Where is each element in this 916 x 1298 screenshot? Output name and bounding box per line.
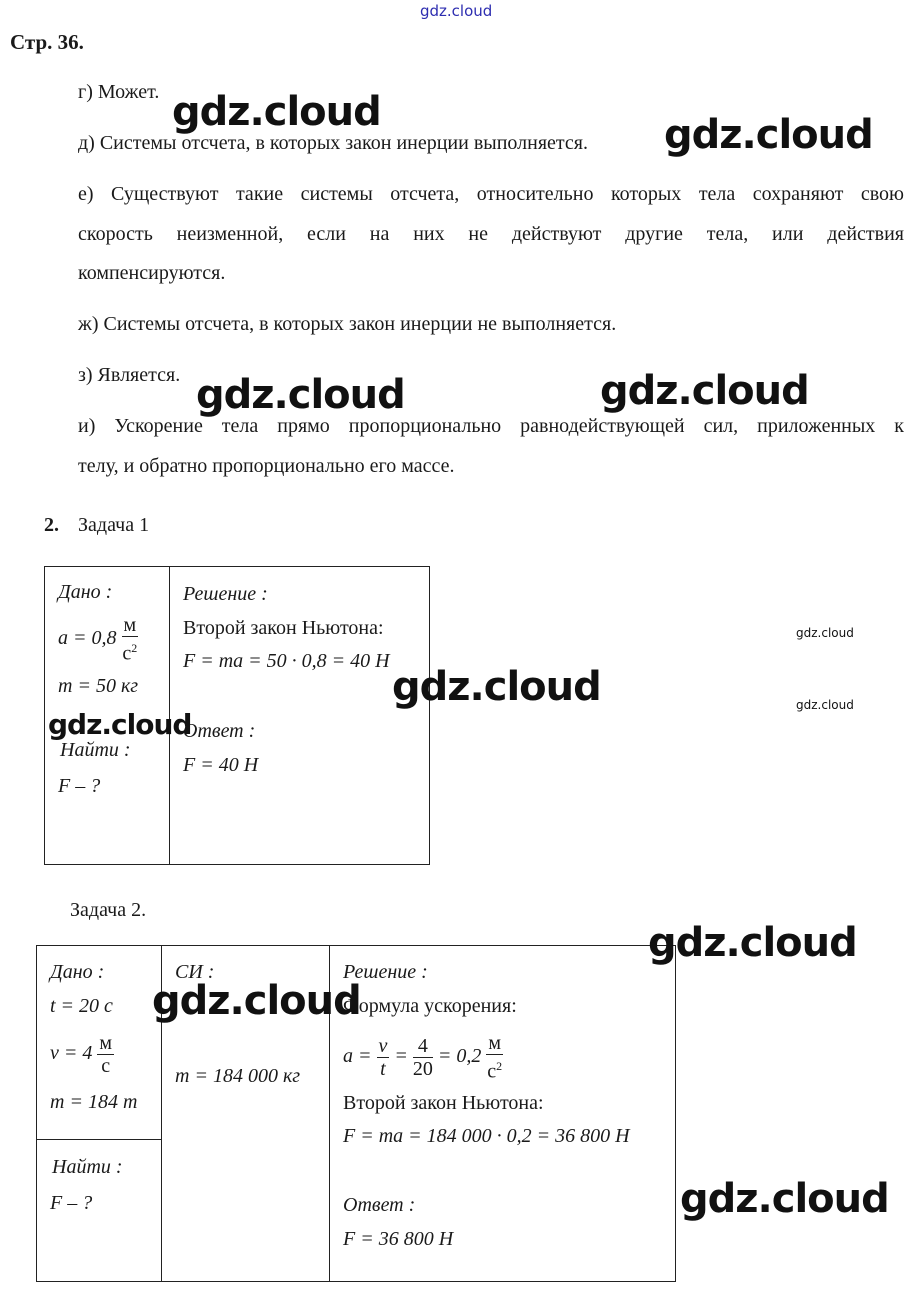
task1-answer-label: Ответ : <box>183 720 256 742</box>
task2-find-expr: F – ? <box>50 1192 93 1214</box>
watermark-top: gdz.cloud <box>420 2 493 20</box>
task1-answer: F = 40 Н <box>183 754 259 776</box>
task2-t: t = 20 с <box>50 995 113 1017</box>
task1-a-row: a = 0,8 $\frac{м}{с^2}$ <box>58 614 138 665</box>
watermark-9: gdz.cloud <box>648 920 857 966</box>
watermark-11: gdz.cloud <box>680 1176 889 1222</box>
section-number: 2. <box>44 514 59 536</box>
page-heading: Стр. 36. <box>10 30 84 54</box>
task1-m: m = 50 кг <box>58 675 139 697</box>
watermark-3: gdz.cloud <box>196 372 405 418</box>
task2-title: Задача 2. <box>70 899 147 921</box>
task1-solution-label: Решение : <box>183 583 268 605</box>
watermark-1: gdz.cloud <box>172 89 381 135</box>
task2-solution-label: Решение : <box>343 961 428 983</box>
watermark-6: gdz.cloud <box>48 708 192 741</box>
task1-find-label: Найти : <box>60 739 131 761</box>
task1-find-expr: F – ? <box>58 775 101 797</box>
task2-given-label: Дано : <box>50 961 105 983</box>
answer-zh: ж) Системы отсчета, в которых закон инерции не выполняется. <box>78 313 617 335</box>
watermark-8: gdz.cloud <box>796 698 854 712</box>
task1-given-label: Дано : <box>58 581 113 603</box>
answer-i-line1: и) Ускорение тела прямо пропорционально равнодействующей сил, приложенных к <box>78 415 904 437</box>
task2-given-find-separator <box>36 1139 161 1140</box>
task2-law: Второй закон Ньютона: <box>343 1092 544 1114</box>
watermark-5: gdz.cloud <box>392 664 601 710</box>
watermark-10: gdz.cloud <box>152 978 361 1024</box>
task1-formula: F = ma = 50 · 0,8 = 40 Н <box>183 650 390 672</box>
task2-answer-label: Ответ : <box>343 1194 416 1216</box>
answer-e-line3: компенсируются. <box>78 262 226 284</box>
task2-formula: F = ma = 184 000 · 0,2 = 36 800 Н <box>343 1125 630 1147</box>
task2-answer: F = 36 800 Н <box>343 1228 454 1250</box>
answer-g: г) Может. <box>78 81 160 103</box>
task2-accel-formula: a = $\frac{v}{t}$ = $\frac{4}{20}$ = 0,2 $\frac{м}{с^2}$ <box>343 1032 503 1083</box>
answer-e-line1: е) Существуют такие системы отсчета, относительно которых тела сохраняют свою <box>78 183 904 205</box>
watermark-2: gdz.cloud <box>664 112 873 158</box>
task2-find-label: Найти : <box>52 1156 123 1178</box>
task2-si-expr: m = 184 000 кг <box>175 1065 301 1087</box>
task1-law: Второй закон Ньютона: <box>183 617 384 639</box>
task1-title: Задача 1 <box>78 514 150 536</box>
answer-e-line2: скорость неизменной, если на них не действуют другие тела, или действия <box>78 223 904 245</box>
task2-accel-formula-label: Формула ускорения: <box>343 995 517 1017</box>
watermark-7: gdz.cloud <box>796 626 854 640</box>
task2-m: m = 184 т <box>50 1091 138 1113</box>
answer-i-line2: телу, и обратно пропорционально его массе. <box>78 455 455 477</box>
answer-z: з) Является. <box>78 364 181 386</box>
task2-v-row: v = 4 $\frac{м}{с}$ <box>50 1032 113 1077</box>
task2-si-label: СИ : <box>175 961 215 983</box>
watermark-4: gdz.cloud <box>600 368 809 414</box>
answer-d: д) Системы отсчета, в которых закон инерции выполняется. <box>78 132 588 154</box>
